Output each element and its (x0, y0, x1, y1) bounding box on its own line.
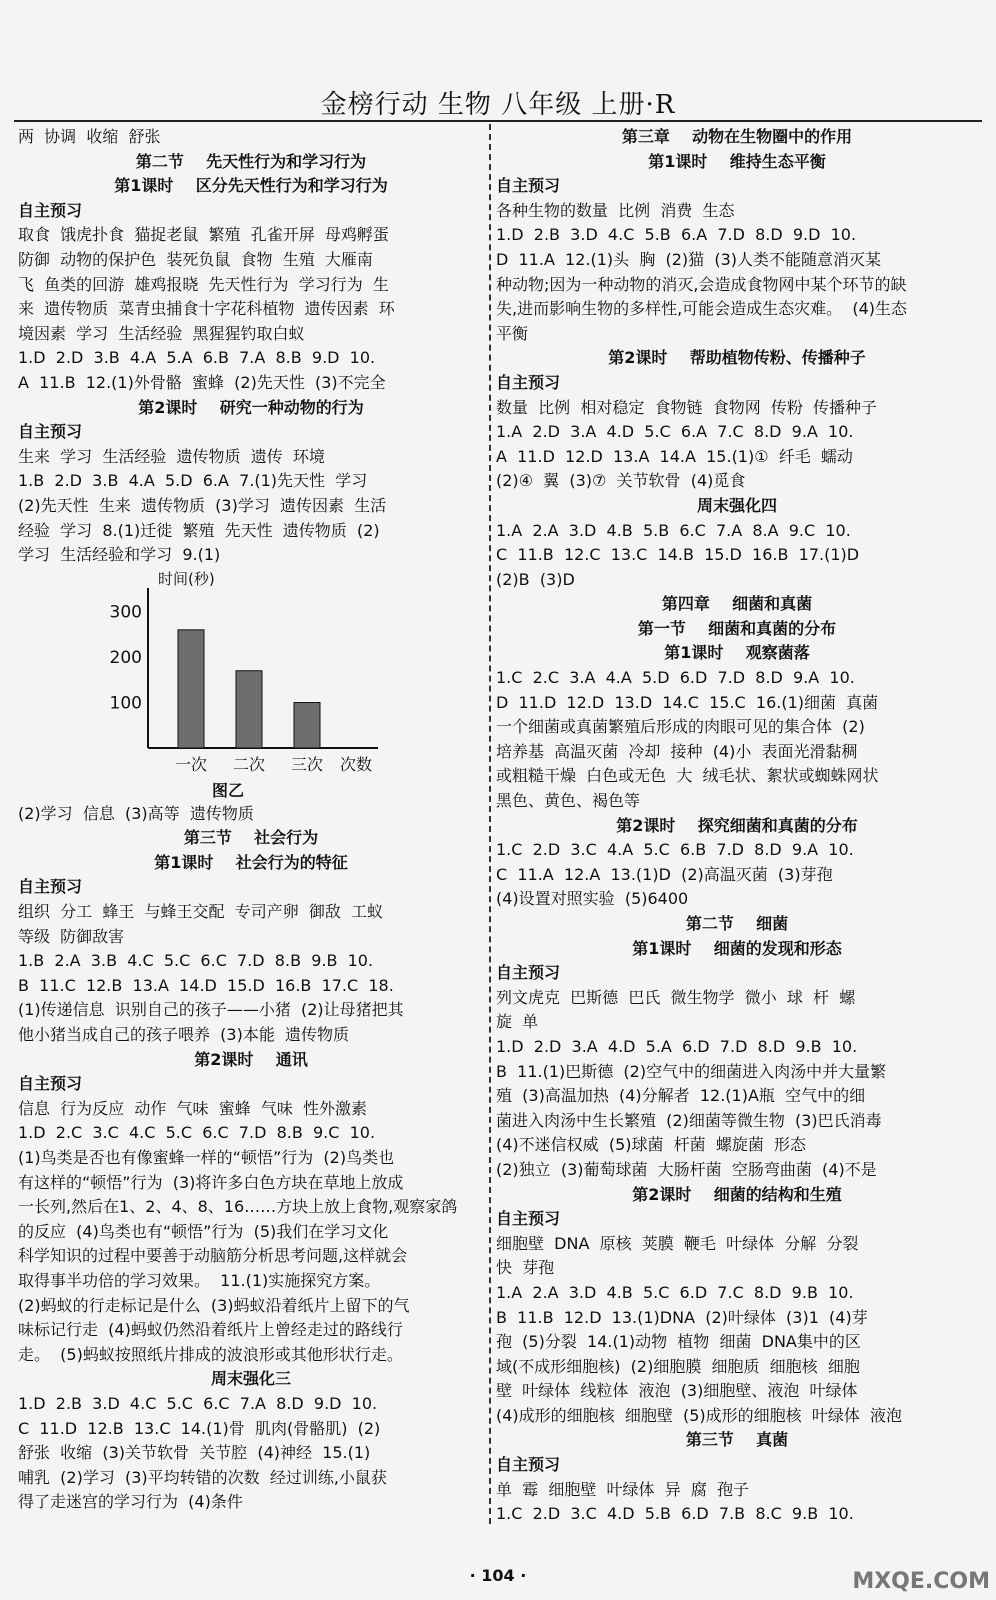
answer-line: 或粗糙干燥 白色或无色 大 绒毛状、絮状或蜘蛛网状 (496, 766, 879, 786)
y-tick-label: 200 (109, 647, 142, 668)
answer-line: 1.C 2.D 3.C 4.A 5.C 6.B 7.D 8.D 9.A 10. (496, 840, 854, 860)
watermark: MXQE.COM (852, 1569, 990, 1594)
subheading: 自主预习 (18, 200, 83, 220)
answer-line: 1.D 2.D 3.A 4.D 5.A 6.D 7.D 8.D 9.B 10. (496, 1036, 858, 1056)
y-tick-label: 100 (109, 693, 142, 714)
answer-line: 孢 (5)分裂 14.(1)动物 植物 细菌 DNA集中的区 (496, 1332, 861, 1352)
answer-line: (4)不迷信权威 (5)球菌 杆菌 螺旋菌 形态 (496, 1135, 807, 1155)
subheading: 自主预习 (18, 1074, 83, 1094)
answer-line: 味标记行走 (4)蚂蚁仍然沿着纸片上曾经走过的路线行 (18, 1320, 403, 1340)
section-heading: 第1课时 细菌的发现和形态 (632, 938, 842, 958)
section-heading: 第三节 社会行为 (183, 828, 319, 848)
subheading: 自主预习 (496, 1209, 561, 1229)
answer-line: (1)鸟类是否也有像蜜蜂一样的“顿悟”行为 (2)鸟类也 (18, 1148, 395, 1167)
answer-line: 域(不成形细胞核) (2)细胞膜 细胞质 细胞核 细胞 (496, 1356, 860, 1376)
section-heading: 第2课时 帮助植物传粉、传播种子 (608, 348, 866, 368)
answer-line: 防御 动物的保护色 装死负鼠 食物 生殖 大雁南 (18, 249, 373, 269)
running-header: 金榜行动 生物 八年级 上册·R (320, 90, 676, 120)
section-heading: 第四章 细菌和真菌 (661, 594, 813, 614)
chart-figure (18, 568, 484, 802)
answer-line: 生来 学习 生活经验 遗传物质 遗传 环境 (18, 446, 325, 466)
answer-line: 平衡 (496, 323, 529, 343)
answer-line: 组织 分工 蜂王 与蜂王交配 专司产卵 御敌 工蚁 (18, 902, 384, 922)
answer-line: (4)成形的细胞核 细胞壁 (5)成形的细胞核 叶绿体 液泡 (496, 1405, 903, 1425)
section-heading: 第三章 动物在生物圈中的作用 (621, 127, 853, 146)
answer-line: 单 霉 细胞壁 叶绿体 异 腐 孢子 (496, 1479, 750, 1499)
answer-line: 的反应 (4)鸟类也有“顿悟”行为 (5)我们在学习文化 (18, 1221, 389, 1241)
subheading: 自主预习 (18, 877, 83, 897)
answer-line: 1.D 2.C 3.C 4.C 5.C 6.C 7.D 8.B 9.C 10. (18, 1123, 376, 1143)
x-tick-label: 二次 (232, 754, 266, 774)
answer-line: 等级 防御敌害 (18, 926, 125, 946)
header-rule (14, 120, 982, 122)
y-tick-label: 300 (109, 602, 142, 623)
answer-line: 殖 (3)高温加热 (4)分解者 12.(1)A瓶 空气中的细 (496, 1086, 866, 1106)
answer-line: 飞 鱼类的回游 雄鸡报晓 先天性行为 学习行为 生 (18, 274, 389, 294)
answer-line: (2)先天性 生来 遗传物质 (3)学习 遗传因素 生活 (18, 495, 387, 515)
bar (178, 630, 204, 748)
page-number: · 104 · (469, 1566, 527, 1585)
subheading: 自主预习 (18, 422, 83, 442)
section-heading: 第一节 细菌和真菌的分布 (637, 618, 837, 638)
section-heading: 第1课时 社会行为的特征 (154, 852, 348, 872)
answer-line: 1.D 2.B 3.D 4.C 5.C 6.C 7.A 8.D 9.D 10. (18, 1393, 378, 1413)
answer-line: (2)独立 (3)葡萄球菌 大肠杆菌 空肠弯曲菌 (4)不是 (496, 1159, 877, 1179)
answer-line: 1.B 2.A 3.B 4.C 5.C 6.C 7.D 8.B 9.B 10. (18, 951, 374, 971)
x-axis-label: 次数 (339, 754, 373, 774)
answer-line: 科学知识的过程中要善于动脑筋分析思考问题,这样就会 (18, 1246, 408, 1266)
answer-line: 取食 饿虎扑食 猫捉老鼠 繁殖 孔雀开屏 母鸡孵蛋 (18, 225, 389, 245)
answer-line: 1.D 2.D 3.B 4.A 5.A 6.B 7.A 8.B 9.D 10. (18, 348, 376, 368)
answer-line: 1.C 2.C 3.A 4.A 5.D 6.D 7.D 8.D 9.A 10. (496, 668, 855, 688)
subheading: 自主预习 (496, 372, 561, 392)
answer-line: 快 芽孢 (496, 1258, 555, 1278)
answer-line: (2)B (3)D (496, 569, 575, 589)
answer-line: 1.A 2.A 3.D 4.B 5.C 6.D 7.C 8.D 9.B 10. (496, 1282, 854, 1302)
answer-line: 1.B 2.D 3.B 4.A 5.D 6.A 7.(1)先天性 学习 (18, 471, 368, 491)
answer-line: 得了走迷宫的学习行为 (4)条件 (18, 1492, 243, 1512)
bar (236, 670, 262, 747)
answer-line: 哺乳 (2)学习 (3)平均转错的次数 经过训练,小鼠获 (18, 1467, 387, 1487)
answer-line: 学习 生活经验和学习 9.(1) (18, 545, 221, 565)
answer-line: 细胞壁 DNA 原核 荚膜 鞭毛 叶绿体 分解 分裂 (496, 1233, 859, 1253)
answer-line: 失,进而影响生物的多样性,可能会造成生态灾难。 (4)生态 (496, 299, 908, 319)
answer-line: 一个细菌或真菌繁殖后形成的肉眼可见的集合体 (2) (496, 717, 865, 737)
answer-line: 1.A 2.A 3.D 4.B 5.B 6.C 7.A 8.A 9.C 10. (496, 520, 851, 540)
answer-line: A 11.D 12.D 13.A 14.A 15.(1)① 纤毛 蠕动 (496, 446, 853, 466)
answer-line: 1.D 2.B 3.D 4.C 5.B 6.A 7.D 8.D 9.D 10. (496, 225, 857, 245)
section-heading: 第三节 真菌 (685, 1430, 789, 1450)
answer-line: 1.C 2.D 3.C 4.D 5.B 6.D 7.B 8.C 9.B 10. (496, 1504, 854, 1524)
right-column (496, 125, 978, 1527)
answer-line: B 11.C 12.B 13.A 14.D 15.D 16.B 17.C 18. (18, 975, 394, 995)
left-column (18, 125, 484, 1515)
column-divider (489, 124, 491, 1524)
answer-line: 1.A 2.D 3.A 4.D 5.C 6.A 7.C 8.D 9.A 10. (496, 422, 854, 442)
answer-line: 种动物;因为一种动物的消灭,会造成食物网中某个环节的缺 (496, 274, 907, 294)
section-heading: 第1课时 区分先天性行为和学习行为 (114, 176, 388, 196)
section-heading: 周末强化三 (210, 1369, 291, 1389)
subheading: 自主预习 (496, 963, 561, 983)
section-heading: 第二节 细菌 (685, 914, 789, 933)
answer-line: B 11.(1)巴斯德 (2)空气中的细菌进入肉汤中并大量繁 (496, 1061, 887, 1081)
answer-line: 黑色、黄色、褐色等 (496, 791, 641, 811)
answer-line: 旋 单 (496, 1012, 539, 1032)
answer-line: (2)④ 翼 (3)⑦ 关节软骨 (4)觅食 (496, 471, 746, 491)
section-heading: 第二节 先天性行为和学习行为 (135, 151, 367, 171)
answer-line: D 11.D 12.D 13.D 14.C 15.C 16.(1)细菌 真菌 (496, 692, 879, 712)
answer-line: 信息 行为反应 动作 气味 蜜蜂 气味 性外激素 (18, 1098, 368, 1118)
answer-line: (2)蚂蚁的行走标记是什么 (3)蚂蚁沿着纸片上留下的气 (18, 1295, 410, 1315)
x-tick-label: 三次 (290, 754, 324, 774)
section-heading: 第1课时 观察菌落 (664, 643, 810, 663)
section-heading: 第2课时 探究细菌和真菌的分布 (616, 815, 858, 835)
subheading: 自主预习 (496, 176, 561, 196)
answer-line: (2)学习 信息 (3)高等 遗传物质 (18, 803, 254, 823)
chart-caption: 图乙 (211, 780, 245, 800)
answer-line: 他小猪当成自己的孩子喂养 (3)本能 遗传物质 (18, 1025, 350, 1045)
section-heading: 第2课时 通讯 (194, 1049, 308, 1069)
answer-line: 列文虎克 巴斯德 巴氏 微生物学 微小 球 杆 螺 (496, 987, 856, 1007)
answer-line: 来 遗传物质 菜青虫捕食十字花科植物 遗传因素 环 (18, 299, 395, 319)
answer-line: C 11.A 12.A 13.(1)D (2)高温灭菌 (3)芽孢 (496, 864, 833, 884)
section-heading: 第2课时 细菌的结构和生殖 (632, 1184, 842, 1204)
answer-line: (4)设置对照实验 (5)6400 (496, 889, 689, 909)
answer-line: 培养基 高温灭菌 冷却 接种 (4)小 表面光滑黏稠 (496, 741, 858, 761)
answer-line: C 11.B 12.C 13.C 14.B 15.D 16.B 17.(1)D (496, 545, 860, 565)
answer-line: A 11.B 12.(1)外骨骼 蜜蜂 (2)先天性 (3)不完全 (18, 372, 386, 392)
answer-line: 取得事半功倍的学习效果。 11.(1)实施探究方案。 (18, 1270, 381, 1290)
answer-line: 境因素 学习 生活经验 黑猩猩钓取白蚁 (18, 323, 305, 343)
answer-line: 壁 叶绿体 线粒体 液泡 (3)细胞壁、液泡 叶绿体 (496, 1381, 858, 1401)
answer-line: B 11.B 12.D 13.(1)DNA (2)叶绿体 (3)1 (4)芽 (496, 1307, 868, 1327)
answer-line: 经验 学习 8.(1)迁徙 繁殖 先天性 遗传物质 (2) (18, 520, 380, 540)
answer-line: C 11.D 12.B 13.C 14.(1)骨 肌肉(骨骼肌) (2) (18, 1418, 381, 1438)
answer-line: D 11.A 12.(1)头 胸 (2)猫 (3)人类不能随意消灭某 (496, 249, 882, 269)
subheading: 自主预习 (496, 1455, 561, 1475)
bar (294, 702, 320, 747)
bar-chart (88, 568, 388, 802)
answer-line: 一长列,然后在1、2、4、8、16……方块上放上食物,观察家鸽 (18, 1197, 458, 1217)
section-heading: 第2课时 研究一种动物的行为 (138, 397, 364, 417)
section-heading: 周末强化四 (696, 495, 777, 515)
answer-line: 各种生物的数量 比例 消费 生态 (496, 200, 735, 220)
answer-line: 菌进入肉汤中生长繁殖 (2)细菌等微生物 (3)巴氏消毒 (496, 1110, 882, 1130)
answer-line: 数量 比例 相对稳定 食物链 食物网 传粉 传播种子 (496, 397, 878, 417)
answer-line: 两 协调 收缩 舒张 (18, 127, 161, 146)
section-heading: 第1课时 维持生态平衡 (648, 151, 826, 171)
answer-line: 有这样的“顿悟”行为 (3)将许多白色方块在草地上放成 (18, 1172, 404, 1192)
x-tick-label: 一次 (174, 754, 208, 774)
answer-line: 走。 (5)蚂蚁按照纸片排成的波浪形或其他形状行走。 (18, 1344, 403, 1364)
y-axis-label: 时间(秒) (158, 569, 215, 588)
answer-line: (1)传递信息 识别自己的孩子——小猪 (2)让母猪把其 (18, 1000, 404, 1020)
answer-line: 舒张 收缩 (3)关节软骨 关节腔 (4)神经 15.(1) (18, 1443, 371, 1463)
